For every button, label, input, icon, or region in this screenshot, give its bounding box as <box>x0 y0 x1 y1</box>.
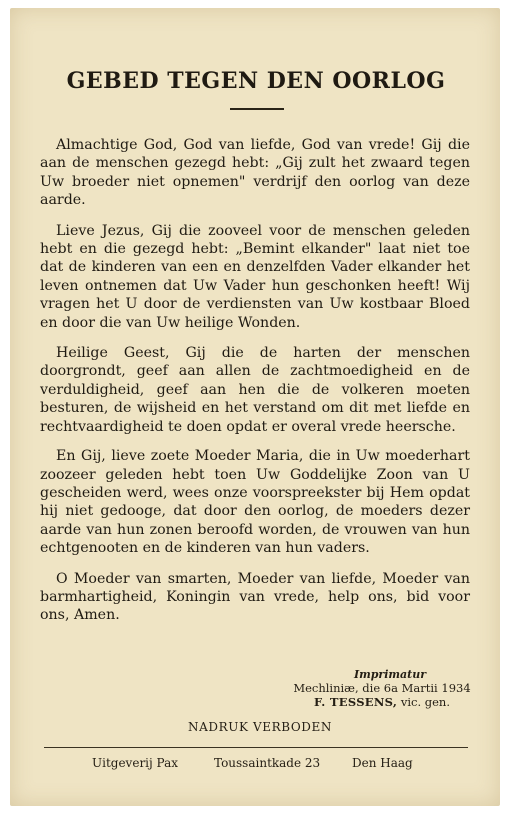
paragraph-holy-spirit: Heilige Geest, Gij die de harten der menschen doorgrondt, geef aan allen de zachtmoedigheid en de verduldigheid, geef aan hen die de volkeren moeten besturen, de wijsheid en het verstand om dit met liefde en rechtvaardigheid te doen opdat er overal vrede heersche. <box>40 345 470 435</box>
footer-divider <box>44 747 468 748</box>
imprimatur-signatory <box>282 695 482 709</box>
reprint-notice: NADRUK VERBODEN <box>188 720 332 734</box>
title-divider <box>230 108 284 110</box>
footer-city: Den Haag <box>352 756 413 770</box>
signatory-role: vic. gen. <box>400 695 450 709</box>
prayer-body <box>40 136 470 637</box>
paragraph-jesus: Lieve Jezus, Gij die zooveel voor de menschen geleden hebt en die gezegd hebt: „Bemint elkander" laat niet toe dat de kinderen van een en denzelfden Vader elkander het leven ontnemen dat Uw Vader hun geschonken heeft! Wij vragen het U door de verdiensten van Uw kostbaar Bloed en door die van Uw heilige Wonden. <box>40 222 470 331</box>
paragraph-god: Almachtige God, God van liefde, God van vrede! Gij die aan de menschen gezegd hebt: „Gij zult het zwaard tegen Uw broeder niet opnemen" verdrijf den oorlog van deze aarde. <box>40 137 470 209</box>
prayer-title: GEBED TEGEN DEN OORLOG <box>66 68 446 94</box>
footer-publisher: Uitgeverij Pax <box>92 756 179 770</box>
signatory-name: F. TESSENS, <box>314 695 398 709</box>
imprimatur-place-date: Mechliniæ, die 6a Martii 1934 <box>293 681 471 695</box>
paragraph-mary: En Gij, lieve zoete Moeder Maria, die in Uw moederhart zoozeer geleden hebt toen Uw Goddelijke Zoon van U gescheiden werd, wees onze voorspreekster bij Hem opdat hij niet gedooge, dat door den oorlog, de moeders dezer aarde van hun zonen beroofd worden, de vrouwen van hun echtgenooten en de kinderen van hun vaders. <box>40 448 470 557</box>
footer-address: Toussaintkade 23 <box>214 756 321 770</box>
paragraph-closing: O Moeder van smarten, Moeder van liefde, Moeder van barmhartigheid, Koningin van vrede, help ons, bid voor ons, Amen. <box>40 570 470 624</box>
imprimatur-heading: Imprimatur <box>353 668 427 681</box>
